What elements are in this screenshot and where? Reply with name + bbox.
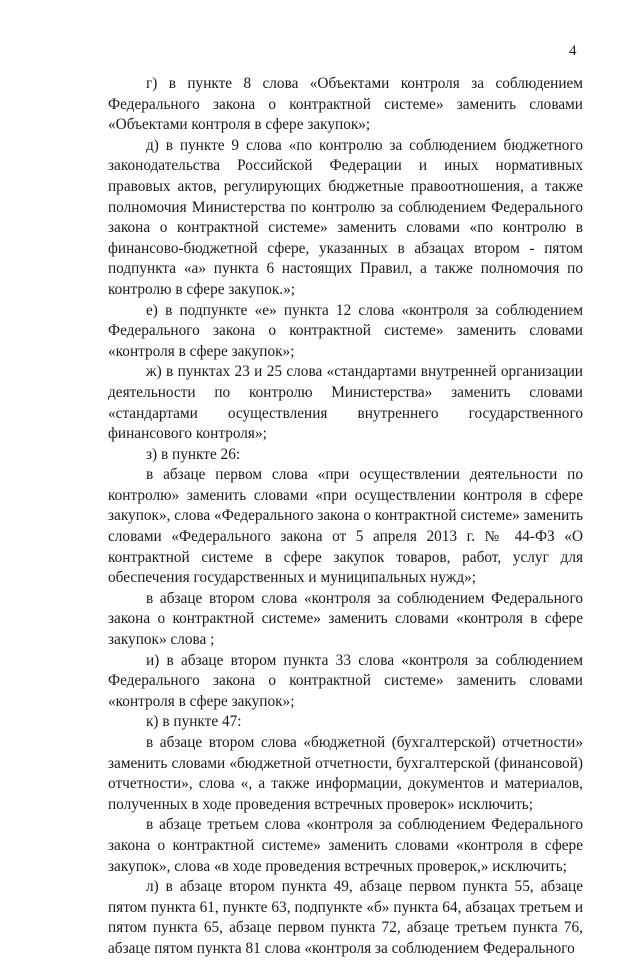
- page-number: 4: [569, 43, 577, 59]
- paragraph-e: е) в подпункте «е» пункта 12 слова «контроля за соблюдением Федерального закона о контрактной системе» заменить словами «контроля в сфере закупок»;: [108, 301, 583, 360]
- paragraph-k-abzac-2: в абзаце втором слова «бюджетной (бухгалтерской) отчетности» заменить словами «бюджетной отчетности, бухгалтерской (финансовой) отчетности», слова «, а также информации, документов и материалов, полученных в ходе проведения встречных проверок» исключить;: [108, 734, 583, 813]
- paragraph-k-abzac-3: в абзаце третьем слова «контроля за соблюдением Федерального закона о контрактной системе» заменить словами «контроля в сфере закупок», слова «в ходе проведения встречных проверок,» исключить;: [108, 816, 583, 875]
- paragraph-zh: ж) в пунктах 23 и 25 слова «стандартами внутренней организации деятельности по контролю Министерства» заменить словами «стандартами осуществления внутреннего государственного финансового контроля»;: [108, 363, 583, 443]
- paragraph-k: к) в пункте 47:: [146, 713, 242, 731]
- paragraph-g: г) в пункте 8 слова «Объектами контроля за соблюдением Федерального закона о контрактной системе» заменить словами «Объектами контроля в сфере закупок»;: [108, 75, 583, 134]
- document-body: [108, 74, 583, 960]
- paragraph-z-abzac-1: в абзаце первом слова «при осуществлении деятельности по контролю» заменить словами «при осуществлении контроля в сфере закупок», слова «Федерального закона о контрактной системе» заменить словами «Федерального закона от 5 апреля 2013 г. № 44-ФЗ «О контрактной системе в сфере закупок товаров, работ, услуг для обеспечения государственных и муниципальных нужд»;: [108, 466, 583, 587]
- paragraph-z-abzac-2: в абзаце втором слова «контроля за соблюдением Федерального закона о контрактной системе» заменить словами «контроля в сфере закупок» слова ;: [108, 589, 583, 649]
- paragraph-z: з) в пункте 26:: [146, 445, 241, 463]
- paragraph-d: д) в пункте 9 слова «по контролю за соблюдением бюджетного законодательства Российской Федерации и иных нормативных правовых актов, регулирующих бюджетные правоотношения, а также полномочия Министерства по контролю за соблюдением Федерального закона о контрактной системе» заменить словами «по контролю в финансово-бюджетной сфере, указанных в абзацах втором - пятом подпункта «а» пункта 6 настоящих Правил, а также полномочия по контролю в сфере закупок.»;: [108, 136, 583, 298]
- paragraph-i: и) в абзаце втором пункта 33 слова «контроля за соблюдением Федерального закона о контрактной системе» заменить словами «контроля в сфере закупок»;: [108, 651, 583, 710]
- paragraph-l: л) в абзаце втором пункта 49, абзаце первом пункта 55, абзаце пятом пункта 61, пункте 63, подпункте «б» пункта 64, абзацах третьем и пятом пункта 65, абзаце первом пункта 72, абзаце третьем пункта 76, абзаце пятом пункта 81 слова «контроля за соблюдением Федерального: [108, 878, 583, 957]
